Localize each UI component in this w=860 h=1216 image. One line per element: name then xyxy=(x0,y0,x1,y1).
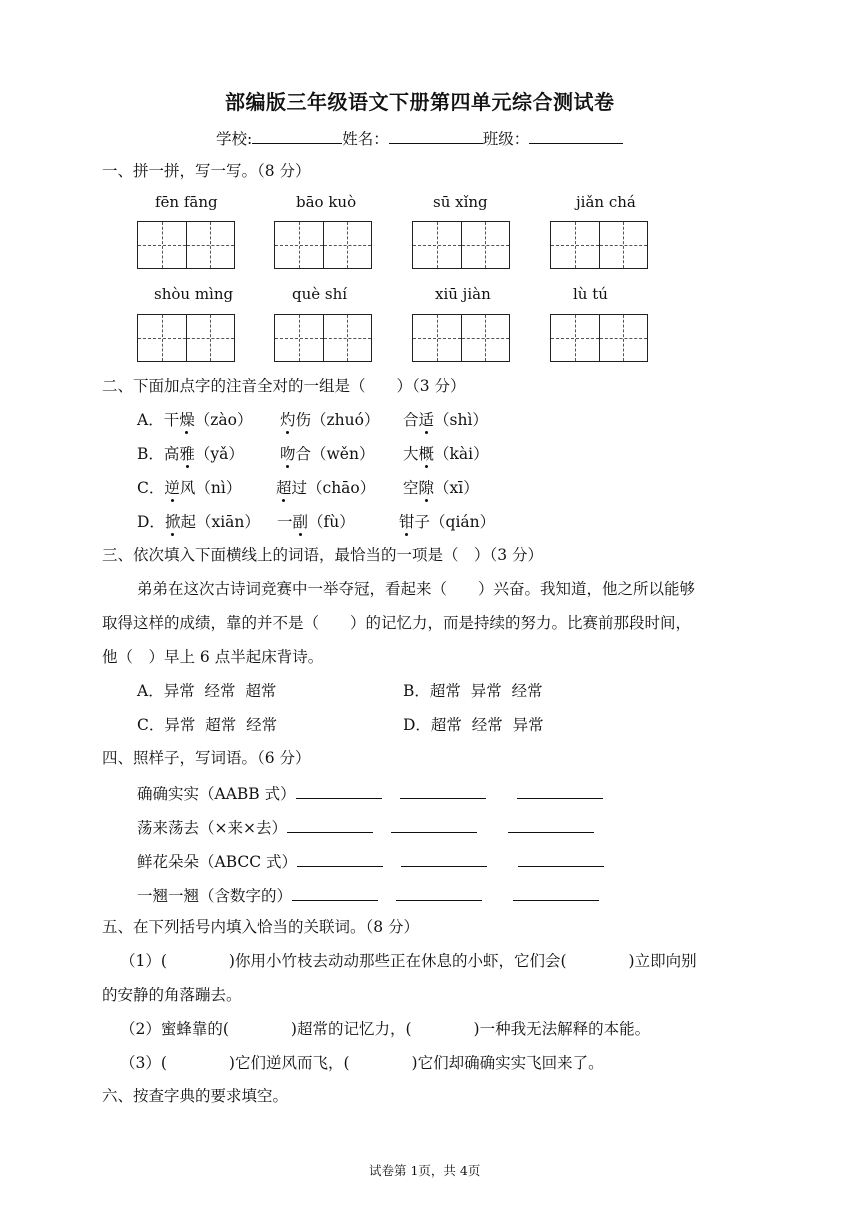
q4-heading: 四、照样子，写词语。（6 分） xyxy=(102,749,311,767)
class-blank[interactable] xyxy=(529,127,623,144)
answer-blank[interactable] xyxy=(401,850,487,867)
q2-option-b-word: B．高雅（yǎ） xyxy=(137,445,244,463)
tianzige-box[interactable] xyxy=(412,314,510,362)
class-label: 班级： xyxy=(482,130,530,148)
answer-blank[interactable] xyxy=(292,884,378,901)
q2-option-c-word: 超过（chāo） xyxy=(276,479,376,497)
q3-paragraph-line: 取得这样的成绩，靠的并不是（ ）的记忆力，而是持续的努力。比赛前那段时间， xyxy=(102,614,692,632)
tianzige-box[interactable] xyxy=(550,314,648,362)
q2-option-d-word: D．掀起（xiān） xyxy=(137,513,260,531)
pinyin-label: sū xǐng xyxy=(433,193,488,211)
name-label: 姓名： xyxy=(342,130,389,148)
answer-blank[interactable] xyxy=(508,816,594,833)
q3-option-a: A．异常 经常 超常 xyxy=(137,682,277,700)
q2-option-b-word: 吻合（wěn） xyxy=(280,445,375,463)
pinyin-label: jiǎn chá xyxy=(576,193,636,211)
q4-example: 鲜花朵朵（ABCC 式） xyxy=(137,853,298,871)
q2-option-c-word: 空隙（xī） xyxy=(403,479,479,497)
pinyin-label: bāo kuò xyxy=(296,193,357,211)
q2-option-a-word: A．干燥（zào） xyxy=(137,411,253,429)
answer-blank[interactable] xyxy=(517,782,603,799)
q4-item xyxy=(137,782,603,804)
pinyin-label: lù tú xyxy=(573,285,608,303)
tianzige-box[interactable] xyxy=(412,221,510,269)
school-label: 学校: xyxy=(216,130,253,148)
answer-blank[interactable] xyxy=(396,884,482,901)
page-title: 部编版三年级语文下册第四单元综合测试卷 xyxy=(225,90,615,114)
q4-item xyxy=(137,850,604,872)
q5-line-1-cont: 的安静的角落蹦去。 xyxy=(102,986,242,1004)
q4-example: 一翘一翘（含数字的） xyxy=(137,887,293,905)
answer-blank[interactable] xyxy=(513,884,599,901)
answer-blank[interactable] xyxy=(287,816,373,833)
page-footer: 试卷第 1页，共 4页 xyxy=(369,1163,481,1178)
q2-heading: 二、下面加点字的注音全对的一组是（ ）（3 分） xyxy=(102,377,466,395)
q6-heading: 六、按查字典的要求填空。 xyxy=(102,1087,289,1105)
q2-option-a-word: 灼伤（zhuó） xyxy=(280,411,380,429)
student-info xyxy=(216,127,623,149)
pinyin-label: què shí xyxy=(292,285,348,303)
q3-heading: 三、依次填入下面横线上的词语，最恰当的一项是（ ）（3 分） xyxy=(102,546,544,564)
pinyin-label: xiū jiàn xyxy=(435,285,491,303)
q5-line-3: （3）( )它们逆风而飞，( )它们却确确实实飞回来了。 xyxy=(120,1054,604,1072)
tianzige-box[interactable] xyxy=(137,221,235,269)
answer-blank[interactable] xyxy=(518,850,604,867)
pinyin-label: fēn fāng xyxy=(155,193,218,211)
q1-heading: 一、拼一拼，写一写。（8 分） xyxy=(102,162,311,180)
q3-paragraph-line: 他（ ）早上 6 点半起床背诗。 xyxy=(102,648,324,666)
tianzige-box[interactable] xyxy=(137,314,235,362)
pinyin-label: shòu mìng xyxy=(154,285,234,303)
q3-option-d: D．超常 经常 异常 xyxy=(403,716,544,734)
school-blank[interactable] xyxy=(252,127,342,144)
q2-option-d-word: 钳子（qián） xyxy=(399,513,496,531)
name-blank[interactable] xyxy=(389,127,483,144)
q4-item xyxy=(137,816,594,838)
q3-option-c: C．异常 超常 经常 xyxy=(137,716,278,734)
q2-option-b-word: 大概（kài） xyxy=(403,445,489,463)
answer-blank[interactable] xyxy=(296,782,382,799)
answer-blank[interactable] xyxy=(391,816,477,833)
q2-option-d-word: 一副（fù） xyxy=(277,513,355,531)
answer-blank[interactable] xyxy=(297,850,383,867)
q2-option-c-word: C．逆风（nì） xyxy=(137,479,242,497)
answer-blank[interactable] xyxy=(400,782,486,799)
q4-item xyxy=(137,884,599,906)
tianzige-box[interactable] xyxy=(274,314,372,362)
q3-option-b: B．超常 异常 经常 xyxy=(403,682,543,700)
q4-example: 确确实实（AABB 式） xyxy=(137,785,296,803)
q3-paragraph-line: 弟弟在这次古诗词竞赛中一举夺冠，看起来（ ）兴奋。我知道，他之所以能够 xyxy=(137,580,696,598)
q4-example: 荡来荡去（×来×去） xyxy=(137,819,287,837)
tianzige-box[interactable] xyxy=(550,221,648,269)
tianzige-box[interactable] xyxy=(274,221,372,269)
q5-line-1: （1）( )你用小竹枝去动动那些正在休息的小虾，它们会( )立即向别 xyxy=(120,952,697,970)
q5-line-2: （2）蜜蜂靠的( )超常的记忆力，( )一种我无法解释的本能。 xyxy=(120,1020,651,1038)
q5-heading: 五、在下列括号内填入恰当的关联词。（8 分） xyxy=(102,918,420,936)
q2-option-a-word: 合适（shì） xyxy=(403,411,488,429)
